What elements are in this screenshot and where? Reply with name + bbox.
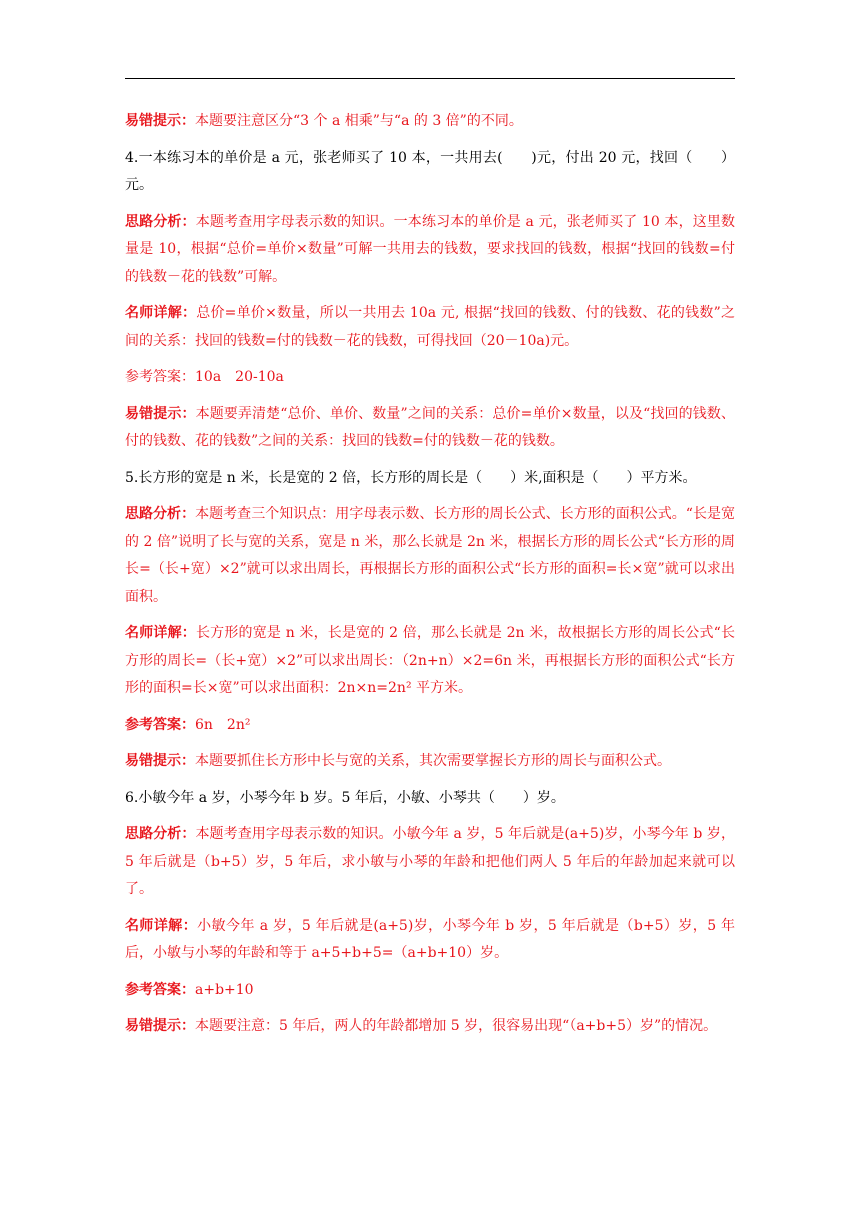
block-text: 长方形的宽是 n 米，长是宽的 2 倍，那么长就是 2n 米，故根据长方形的周长公式“长方形的周长=（长+宽）×2”可以求出周长：（2n+n）×2=6n 米，再根据长方形的面积公式“长方形的面积=长×宽”可以求出面积：2n×n=2n² 平方米。 (125, 625, 735, 696)
block-label: 参考答案： (125, 369, 195, 385)
block-text: a+b+10 (195, 981, 254, 998)
block-text: 本题考查三个知识点：用字母表示数、长方形的周长公式、长方形的面积公式。“长是宽的 2 倍”说明了长与宽的关系，宽是 n 米，那么长就是 2n 米，根据长方形的周长公式“长方形的周长=（长+宽）×2”就可以求出周长，再根据长方形的面积公式“长方形的面积=长×宽”就可以求出面积。 (125, 506, 736, 605)
block-label: 易错提示： (125, 1018, 195, 1034)
block-text: 本题要抓住长方形中长与宽的关系，其次需要掌握长方形的周长与面积公式。 (195, 753, 671, 769)
block-label: 思路分析： (125, 826, 196, 842)
block-text: 本题要弄清楚“总价、单价、数量”之间的关系：总价=单价×数量，以及“找回的钱数、付的钱数、花的钱数”之间的关系：找回的钱数=付的钱数－花的钱数。 (125, 405, 735, 449)
block-text: 小敏今年 a 岁，5 年后就是(a+5)岁，小琴今年 b 岁，5 年后就是（b+5）岁，5 年后，小敏与小琴的年龄和等于 a+5+b+5=（a+b+10）岁。 (125, 917, 735, 961)
block-text: 总价=单价×数量，所以一共用去 10a 元, 根据“找回的钱数、付的钱数、花的钱数”之间的关系：找回的钱数=付的钱数－花的钱数，可得找回（20－10a)元。 (125, 305, 735, 349)
block-text: 本题要注意：5 年后，两人的年龄都增加 5 岁，很容易出现“（a+b+5）岁”的情况。 (195, 1018, 718, 1034)
block-15 (125, 1013, 735, 1041)
block-3 (125, 300, 735, 355)
block-label: 思路分析： (125, 506, 196, 522)
block-12 (125, 821, 735, 904)
block-11 (125, 785, 735, 813)
block-8 (125, 620, 735, 703)
block-text: 5.长方形的宽是 n 米，长是宽的 2 倍，长方形的周长是（ ）米,面积是（ ）平方米。 (125, 469, 697, 486)
block-10 (125, 748, 735, 776)
block-1 (125, 145, 735, 200)
block-label: 名师详解： (125, 917, 198, 934)
block-label: 参考答案： (125, 716, 195, 733)
block-7 (125, 501, 735, 611)
block-label: 易错提示： (125, 405, 196, 422)
block-label: 名师详解： (125, 305, 197, 321)
block-text: 6n 2n² (195, 716, 251, 733)
block-text: 本题要注意区分“3 个 a 相乘”与“a 的 3 倍”的不同。 (195, 113, 523, 129)
header-rule (125, 78, 735, 79)
block-text: 本题考查用字母表示数的知识。小敏今年 a 岁，5 年后就是(a+5)岁，小琴今年 b 岁，5 年后就是（b+5）岁，5 年后，求小敏与小琴的年龄和把他们两人 5 年后的年龄加起来就可以了。 (125, 826, 736, 897)
block-6 (125, 465, 735, 493)
block-13 (125, 913, 735, 968)
block-text: 6.小敏今年 a 岁，小琴今年 b 岁。5 年后，小敏、小琴共（ ）岁。 (125, 789, 565, 806)
block-4 (125, 364, 735, 392)
document-body (125, 108, 735, 1050)
block-14 (125, 977, 735, 1005)
block-2 (125, 209, 735, 292)
block-text: 4.一本练习本的单价是 a 元，张老师买了 10 本，一共用去( )元，付出 20 元，找回（ ）元。 (125, 149, 735, 193)
block-label: 名师详解： (125, 625, 196, 641)
block-label: 思路分析： (125, 213, 196, 230)
block-text: 本题考查用字母表示数的知识。一本练习本的单价是 a 元，张老师买了 10 本，这里数量是 10，根据“总价=单价×数量”可解一共用去的钱数，要求找回的钱数，根据“找回的钱数=付的钱数－花的钱数”可解。 (125, 213, 735, 285)
block-label: 参考答案： (125, 981, 195, 998)
block-label: 易错提示： (125, 753, 195, 769)
block-0 (125, 108, 735, 136)
block-9 (125, 712, 735, 740)
block-5 (125, 401, 735, 456)
block-text: 10a 20-10a (195, 369, 284, 385)
block-label: 易错提示： (125, 113, 195, 129)
